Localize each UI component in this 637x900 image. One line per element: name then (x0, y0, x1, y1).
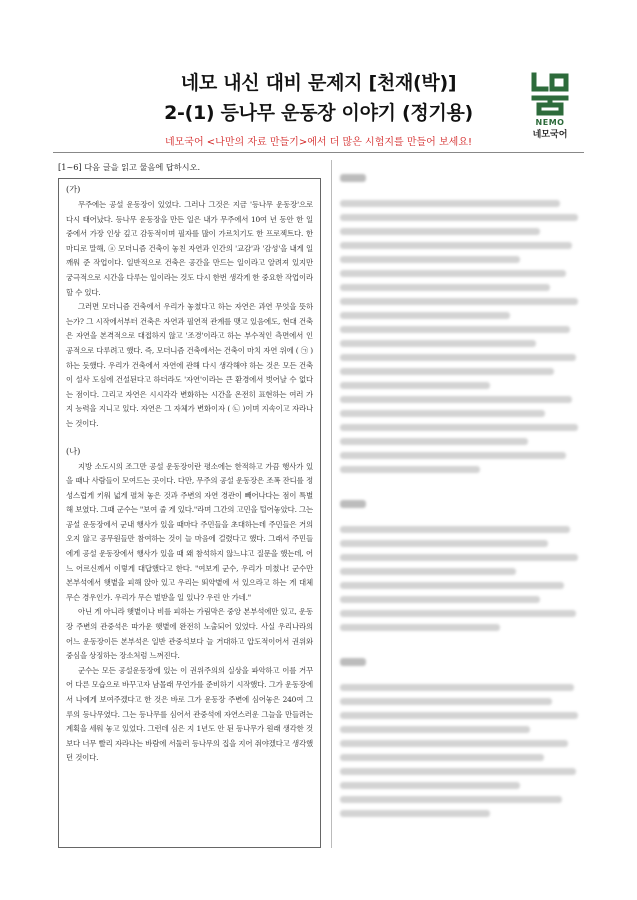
blurred-line (340, 368, 554, 375)
page-title: 네모 내신 대비 문제지 [천재(박)] (180, 72, 457, 94)
section-label-na: (나) (66, 445, 81, 456)
passage-paragraph: 지방 소도시의 조그만 공설 운동장이란 평소에는 한적하고 가끔 행사가 있을 때나 사람들이 모여드는 곳이다. 다만, 무주의 공설 운동장은 조폭 잔디를 정성스럽게 키워 넓게 펼쳐 놓은 것과 주변의 자연 경관이 빼어나다는 점이 특별해 보였다. 그때 군수는 "보여 줄 게 있다."라며 그간의 고민을 털어놓았다. 그는 공설 운동장에서 군내 행사가 있을 때마다 주민들을 초대하는데 주민들은 거의 오지 않고 공무원들만 참여하는 것이 늘 마음에 걸렸다고 했다. 그래서 주민들에게 공설 운동장에서 행사가 있을 때 왜 참석하지 않느냐고 질문을 했는데, 어느 어르신께서 이렇게 대답했다고 한다. "여보게 군수, 우리가 미쳤나! 군수만 본부석에서 햇볕을 피해 앉아 있고 우리는 뙤약볕에 서 있으라고 하는 게 대체 무슨 경우인가. 우리가 무슨 벌받을 일 있나? 우린 안 가네." (66, 461, 313, 602)
blurred-line (340, 270, 566, 277)
blurred-line (340, 452, 566, 459)
blurred-line (340, 658, 366, 666)
passage-paragraph: 무주에는 공설 운동장이 있었다. 그러나 그것은 지금 '등나무 운동장'으로 다시 태어났다. 등나무 운동장을 만든 일은 내가 무주에서 10여 년 동안 한 일 중에서 가장 인상 깊고 감동적이며 필자를 많이 가르치기도 한 프로젝트다. 한마디로 말해, ⓐ 모더니즘 건축이 놓친 자연과 인간의 '교감'과 '감성'을 내게 일깨워 준 작업이다. 일반적으로 건축은 공간을 만드는 일이라고 알려져 있지만 궁극적으로 시간을 다루는 일이라는 것도 다시 한번 생각게 한 중요한 작업이라 할 수 있다. (66, 200, 313, 297)
header-divider (53, 152, 584, 153)
blurred-line (340, 582, 564, 589)
blurred-line (340, 410, 545, 417)
blurred-line (340, 726, 530, 733)
blurred-line (340, 242, 572, 249)
blurred-line (340, 782, 520, 789)
passage-paragraph: 그러면 모더니즘 건축에서 우리가 놓쳤다고 하는 자연은 과연 무엇을 뜻하는가? 그 시작에서부터 건축은 자연과 필연적 관계를 맺고 있음에도, 현대 건축은 자연을 본격적으로 대접하지 않고 '조경'이라고 하는 부수적인 측면에서 인공적으로 다루려고 했다. 즉, 모더니즘 건축에서는 건축이 마치 자연 위에 ( ㉠ )하는 듯했다. 우리가 건축에서 자연에 관해 다시 생각해야 하는 것은 모든 건축이 설사 도심에 건설된다고 하더라도 '자연'이라는 큰 환경에서 벗어날 수 없다는 점이다. 그리고 자연은 시시각각 변화하는 시간을 온전히 표현하는 여러 가지 능력을 지니고 있다. 자연은 그 자체가 변화이자 ( ㉡ )이며 지속이고 자라나는 것이다. (66, 302, 313, 428)
blurred-line (340, 214, 578, 221)
blurred-line (340, 624, 500, 631)
passage-paragraph: 군수는 모든 공설운동장에 있는 이 권위주의의 실상을 파악하고 이를 거꾸어 다른 모습으로 바꾸고자 남몰래 무언가를 준비하기 시작했다. 그가 운동장에서 나에게 보여주겠다고 한 것은 바로 그가 운동장 주변에 심어놓은 240여 그루의 등나무였다. 그는 등나무를 심어서 관중석에 자연스러운 그늘을 만들려는 계획을 세워 놓고 있었다. 그런데 심은 지 1년도 안 된 등나무가 원래 생각한 것보다 너무 빨리 자라나는 바람에 서둘러 등나무의 집을 지어 줘야겠다고 생각했던 것이다. (66, 665, 313, 763)
logo-brand-en: NEMO (535, 118, 565, 127)
blurred-line (340, 610, 576, 617)
blurred-line (340, 500, 366, 508)
blurred-line (340, 298, 578, 305)
nemo-logo-icon (530, 72, 570, 116)
column-divider (331, 160, 332, 848)
logo-brand-ko: 네모국어 (532, 130, 568, 140)
blurred-line (340, 256, 520, 263)
blurred-line (340, 228, 540, 235)
passage-box (58, 178, 321, 848)
blurred-line (340, 554, 578, 561)
blurred-line (340, 382, 490, 389)
blurred-line (340, 312, 510, 319)
blurred-line (340, 796, 562, 803)
blurred-line (340, 684, 574, 691)
passage-paragraph: 아닌 게 아니라 햇볕이나 비를 피하는 가림막은 중앙 본부석에만 있고, 운동장 주변의 관중석은 따가운 햇볕에 완전히 노출되어 있었다. 사실 우리나라의 어느 운동장이든 본부석은 일반 관중석보다 늘 거대하고 압도적이어서 권위와 중심을 상징하는 장소처럼 느껴진다. (66, 607, 313, 661)
blurred-line (340, 340, 536, 347)
blurred-line (340, 326, 570, 333)
blurred-line (340, 174, 366, 182)
blurred-line (340, 712, 578, 719)
page-subtitle: 2-(1) 등나무 운동장 이야기 (정기용) (164, 102, 473, 124)
blurred-line (340, 754, 544, 761)
brand-logo (524, 72, 576, 142)
blurred-line (340, 540, 548, 547)
blurred-questions-column (340, 170, 585, 830)
blurred-line (340, 438, 528, 445)
blurred-line (340, 424, 578, 431)
promo-text: 네모국어 <나만의 자료 만들기>에서 더 많은 시험지를 만들어 보세요! (164, 137, 473, 148)
blurred-line (340, 396, 572, 403)
blurred-line (340, 526, 570, 533)
section-label-ga: (가) (66, 184, 81, 194)
blurred-line (340, 200, 560, 207)
blurred-line (340, 740, 568, 747)
question-instruction: [1~6] 다음 글을 읽고 물음에 답하시오. (58, 162, 201, 172)
blurred-line (340, 596, 540, 603)
blurred-line (340, 568, 516, 575)
blurred-line (340, 284, 550, 291)
blurred-line (340, 466, 480, 473)
blurred-line (340, 354, 576, 361)
blurred-line (340, 810, 490, 817)
blurred-line (340, 768, 576, 775)
blurred-line (340, 698, 552, 705)
page-header (0, 0, 637, 160)
